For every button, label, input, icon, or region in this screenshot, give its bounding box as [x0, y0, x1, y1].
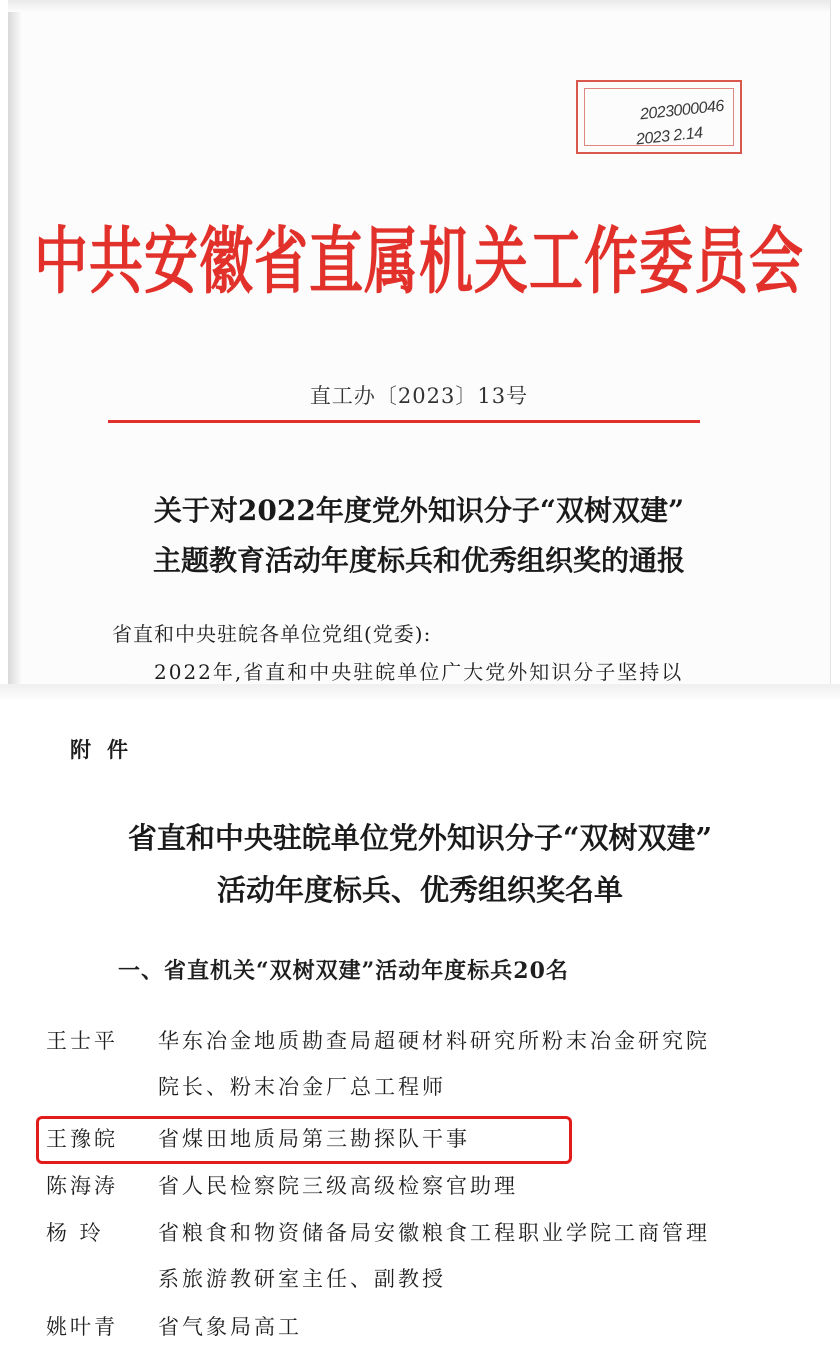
- stamp-serial: 2023000046: [639, 97, 725, 124]
- document-number: 直工办〔2023〕13号: [309, 384, 529, 408]
- person-position: 华东冶金地质勘查局超硬材料研究所粉末冶金研究院院长、粉末冶金厂总工程师: [158, 1029, 710, 1099]
- person-position: 省煤田地质局第三勘探队干事: [158, 1127, 470, 1151]
- attachment-title-line1: 省直和中央驻皖单位党外知识分子“双树双建”: [127, 821, 713, 855]
- attachment-label: 附件: [70, 738, 144, 762]
- notice-title-line1: 关于对2022年度党外知识分子“双树双建”: [153, 494, 685, 527]
- notice-page: [8, 0, 831, 684]
- person-name: 杨 玲: [46, 1221, 104, 1245]
- receipt-stamp: [576, 80, 742, 154]
- addressee: 省直和中央驻皖各单位党组(党委):: [112, 622, 432, 646]
- page-top-shadow: [8, 0, 830, 12]
- page-separator: [0, 684, 840, 702]
- person-position: 省气象局高工: [158, 1315, 302, 1339]
- section-heading: 一、省直机关“双树双建”活动年度标兵20名: [118, 958, 569, 984]
- highlight-box: [36, 1116, 572, 1164]
- organization-title: 中共安徽省直属机关工作委员会: [34, 218, 804, 304]
- attachment-title-line2: 活动年度标兵、优秀组织奖名单: [216, 873, 623, 907]
- person-name: 王豫皖: [46, 1127, 118, 1151]
- person-name: 姚叶青: [46, 1315, 118, 1339]
- notice-title: [8, 486, 830, 586]
- person-name: 王士平: [46, 1029, 118, 1053]
- notice-title-line2: 主题教育活动年度标兵和优秀组织奖的通报: [152, 544, 685, 577]
- person-name: 陈海涛: [46, 1174, 118, 1198]
- person-position: 省人民检察院三级高级检察官助理: [158, 1174, 518, 1198]
- attachment-title: [0, 812, 840, 916]
- stamp-date: 2023 2.14: [635, 124, 704, 149]
- red-divider-line: [108, 420, 700, 423]
- person-position: 省粮食和物资储备局安徽粮食工程职业学院工商管理系旅游教研室主任、副教授: [158, 1221, 710, 1291]
- body-text: 2022年,省直和中央驻皖单位广大党外知识分子坚持以: [154, 660, 684, 684]
